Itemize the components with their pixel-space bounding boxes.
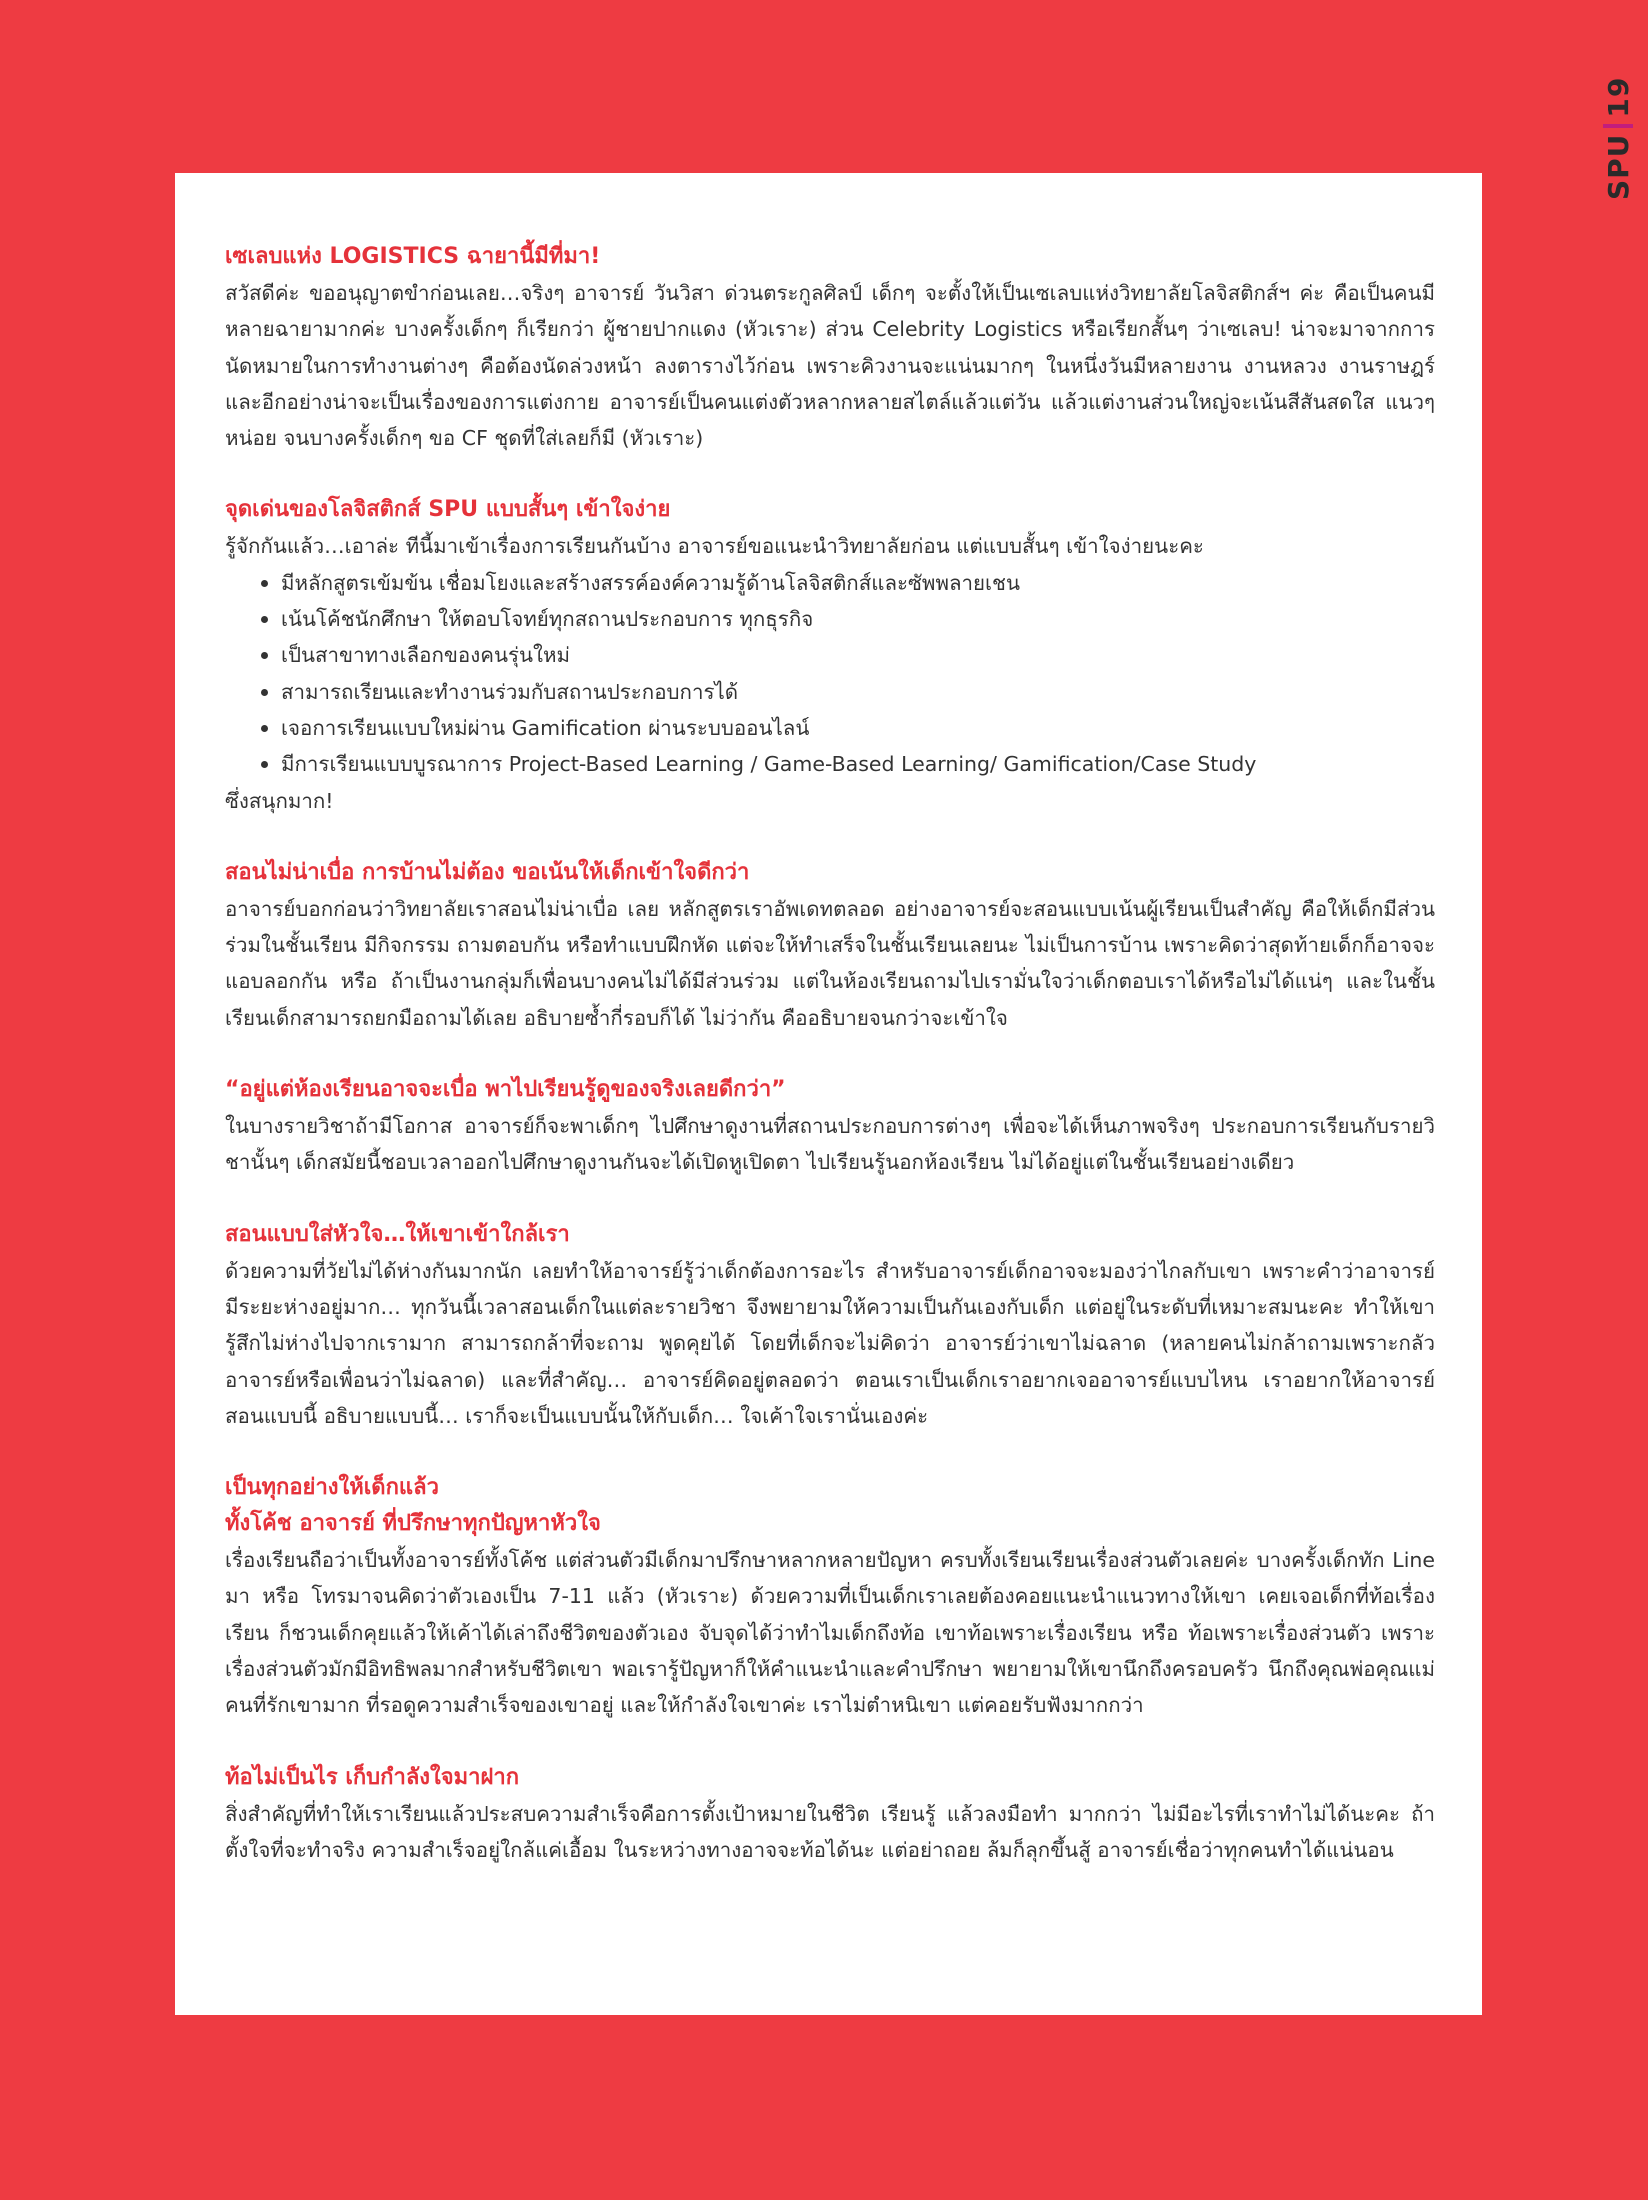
section-encouragement — [225, 1760, 1435, 1869]
section-paragraph: สวัสดีค่ะ ขออนุญาตขำก่อนเลย…จริงๆ อาจารย์ วันวิสา ด่วนตระกูลศิลป์ เด็กๆ จะตั้งให้เป็นเซเลบแห่งวิทยาลัยโลจิสติกส์ฯ ค่ะ คือเป็นคนมีหลายฉายามากค่ะ บางครั้งเด็กๆ ก็เรียกว่า ผู้ชายปากแดง (หัวเราะ) ส่วน Celebrity Logistics หรือเรียกสั้นๆ ว่าเซเลบ! น่าจะมาจากการนัดหมายในการทำงานต่างๆ คือต้องนัดล่วงหน้า ลงตารางไว้ก่อน เพราะคิวงานจะแน่นมากๆ ในหนึ่งวันมีหลายงาน งานหลวง งานราษฎร์ และอีกอย่างน่าจะเป็นเรื่องของการแต่งกาย อาจารย์เป็นคนแต่งตัวหลากหลายสไตล์แล้วแต่วัน แล้วแต่งานส่วนใหญ่จะเน้นสีสันสดใส แนวๆ หน่อย จนบางครั้งเด็กๆ ขอ CF ชุดที่ใส่เลยก็มี (หัวเราะ) — [225, 281, 1435, 451]
section-teaching-with-heart — [225, 1217, 1435, 1434]
section-mentor — [225, 1470, 1435, 1723]
brand-divider — [1603, 124, 1633, 128]
bullet-icon — [261, 652, 268, 659]
list-item-text: เจอการเรียนแบบใหม่ผ่าน Gamification ผ่านระบบออนไลน์ — [281, 715, 810, 740]
page-number: 19 — [1601, 76, 1635, 118]
section-paragraph: ด้วยความที่วัยไม่ได้ห่างกันมากนัก เลยทำให้อาจารย์รู้ว่าเด็กต้องการอะไร สำหรับอาจารย์เด็กอาจจะมองว่าไกลกับเขา เพราะคำว่าอาจารย์มีระยะห่างอยู่มาก… ทุกวันนี้เวลาสอนเด็กในแต่ละรายวิชา จึงพยายามให้ความเป็นกันเองกับเด็ก แต่อยู่ในระดับที่เหมาะสมนะคะ ทำให้เขารู้สึกไม่ห่างไปจากเรามาก สามารถกล้าที่จะถาม พูดคุยได้ โดยที่เด็กจะไม่คิดว่า อาจารย์ว่าเขาไม่ฉลาด (หลายคนไม่กล้าถามเพราะกลัวอาจารย์หรือเพื่อนว่าไม่ฉลาด) และที่สำคัญ… อาจารย์คิดอยู่ตลอดว่า ตอนเราเป็นเด็กเราอยากเจออาจารย์แบบไหน เราอยากให้อาจารย์สอนแบบนี้ อธิบายแบบนี้… เราก็จะเป็นแบบนั้นให้กับเด็ก… ใจเค้าใจเรานั่นเองค่ะ — [225, 1258, 1435, 1428]
section-outro: ซึ่งสนุกมาก! — [225, 788, 334, 813]
highlights-list — [225, 565, 1435, 783]
bullet-icon — [261, 616, 268, 623]
section-heading: ท้อไม่เป็นไร เก็บกำลังใจมาฝาก — [225, 1764, 520, 1790]
article-sheet — [175, 173, 1482, 2015]
list-item — [261, 674, 1435, 710]
section-heading: สอนไม่น่าเบื่อ การบ้านไม่ต้อง ขอเน้นให้เด็กเข้าใจดีกว่า — [225, 859, 750, 885]
list-item-text: สามารถเรียนและทำงานร่วมกับสถานประกอบการได้ — [281, 679, 739, 704]
list-item — [261, 601, 1435, 637]
bullet-icon — [261, 580, 268, 587]
article-content — [225, 239, 1435, 1904]
brand-name: SPU — [1601, 133, 1635, 200]
bullet-icon — [261, 689, 268, 696]
section-intro: รู้จักกันแล้ว…เอาล่ะ ทีนี้มาเข้าเรื่องการเรียนกันบ้าง อาจารย์ขอแนะนำวิทยาลัยก่อน แต่แบบสั้นๆ เข้าใจง่ายนะคะ — [225, 534, 1204, 559]
section-highlights — [225, 492, 1435, 818]
section-heading: เซเลบแห่ง LOGISTICS ฉายานี้มีที่มา! — [225, 244, 601, 269]
bullet-icon — [261, 761, 268, 768]
section-heading: เป็นทุกอย่างให้เด็กแล้ว — [225, 1475, 439, 1501]
list-item — [261, 565, 1435, 601]
list-item-text: มีหลักสูตรเข้มข้น เชื่อมโยงและสร้างสรรค์องค์ความรู้ด้านโลจิสติกส์และซัพพลายเชน — [281, 570, 1020, 595]
section-heading: จุดเด่นของโลจิสติกส์ SPU แบบสั้นๆ เข้าใจง่าย — [225, 497, 671, 523]
section-heading: สอนแบบใส่หัวใจ…ให้เขาเข้าใกล้เรา — [225, 1221, 570, 1247]
list-item-text: เป็นสาขาทางเลือกของคนรุ่นใหม่ — [281, 643, 571, 668]
list-item — [261, 746, 1435, 782]
brand-page-marker — [1598, 0, 1638, 200]
section-paragraph: ในบางรายวิชาถ้ามีโอกาส อาจารย์ก็จะพาเด็กๆ ไปศึกษาดูงานที่สถานประกอบการต่างๆ เพื่อจะได้เห็นภาพจริงๆ ประกอบการเรียนกับรายวิชานั้นๆ เด็กสมัยนี้ชอบเวลาออกไปศึกษาดูงานกันจะได้เปิดหูเปิดตา ไปเรียนรู้นอกห้องเรียน ไม่ได้อยู่แต่ในชั้นเรียนอย่างเดียว — [225, 1114, 1435, 1175]
list-item-text: เน้นโค้ชนักศึกษา ให้ตอบโจทย์ทุกสถานประกอบการ ทุกธุรกิจ — [281, 607, 814, 632]
section-paragraph: สิ่งสำคัญที่ทำให้เราเรียนแล้วประสบความสำเร็จคือการตั้งเป้าหมายในชีวิต เรียนรู้ แล้วลงมือทำ มากกว่า ไม่มีอะไรที่เราทำไม่ได้นะคะ ถ้าตั้งใจที่จะทำจริง ความสำเร็จอยู่ใกล้แค่เอื้อม ในระหว่างทางอาจจะท้อได้นะ แต่อย่าถอย ล้มก็ลุกขึ้นสู้ อาจารย์เชื่อว่าทุกคนทำได้แน่นอน — [225, 1801, 1435, 1862]
section-field-trips — [225, 1072, 1435, 1181]
list-item — [261, 637, 1435, 673]
section-paragraph: เรื่องเรียนถือว่าเป็นทั้งอาจารย์ทั้งโค้ช แต่ส่วนตัวมีเด็กมาปรึกษาหลากหลายปัญหา ครบทั้งเรียนเรียนเรื่องส่วนตัวเลยค่ะ บางครั้งเด็กทัก Line มา หรือ โทรมาจนคิดว่าตัวเองเป็น 7-11 แล้ว (หัวเราะ) ด้วยความที่เป็นเด็กเราเลยต้องคอยแนะนำแนวทางให้เขา เคยเจอเด็กที่ท้อเรื่องเรียน ก็ชวนเด็กคุยแล้วให้เค้าได้เล่าถึงชีวิตของตัวเอง จับจุดได้ว่าทำไมเด็กถึงท้อ เขาท้อเพราะเรื่องเรียน หรือ ท้อเพราะเรื่องส่วนตัว เพราะเรื่องส่วนตัวมักมีอิทธิพลมากสำหรับชีวิตเขา พอเรารู้ปัญหาก็ให้คำแนะนำและคำปรึกษา พยายามให้เขานึกถึงครอบครัว นึกถึงคุณพ่อคุณแม่ คนที่รักเขามาก ที่รอดูความสำเร็จของเขาอยู่ และให้กำลังใจเขาค่ะ เราไม่ตำหนิเขา แต่คอยรับฟังมากกว่า — [225, 1548, 1435, 1718]
bullet-icon — [261, 725, 268, 732]
section-teaching — [225, 855, 1435, 1036]
section-subheading: ทั้งโค้ช อาจารย์ ที่ปรึกษาทุกปัญหาหัวใจ — [225, 1511, 601, 1537]
section-heading: “อยู่แต่ห้องเรียนอาจจะเบื่อ พาไปเรียนรู้ดูของจริงเลยดีกว่า” — [225, 1077, 786, 1103]
section-celebrity — [225, 239, 1435, 456]
list-item — [261, 710, 1435, 746]
section-paragraph: อาจารย์บอกก่อนว่าวิทยาลัยเราสอนไม่น่าเบื่อ เลย หลักสูตรเราอัพเดทตลอด อย่างอาจารย์จะสอนแบบเน้นผู้เรียนเป็นสำคัญ คือให้เด็กมีส่วนร่วมในชั้นเรียน มีกิจกรรม ถามตอบกัน หรือทำแบบฝึกหัด แต่จะให้ทำเสร็จในชั้นเรียนเลยนะ ไม่เป็นการบ้าน เพราะคิดว่าสุดท้ายเด็กก็อาจจะแอบลอกกัน หรือ ถ้าเป็นงานกลุ่มก็เพื่อนบางคนไม่ได้มีส่วนร่วม แต่ในห้องเรียนถามไปเรามั่นใจว่าเด็กตอบเราได้หรือไม่ได้แน่ๆ และในชั้นเรียนเด็กสามารถยกมือถามได้เลย อธิบายซ้ำกี่รอบก็ได้ ไม่ว่ากัน คืออธิบายจนกว่าจะเข้าใจ — [225, 896, 1435, 1030]
list-item-text: มีการเรียนแบบบูรณาการ Project-Based Learning / Game-Based Learning/ Gamification/Case Study — [281, 752, 1257, 777]
